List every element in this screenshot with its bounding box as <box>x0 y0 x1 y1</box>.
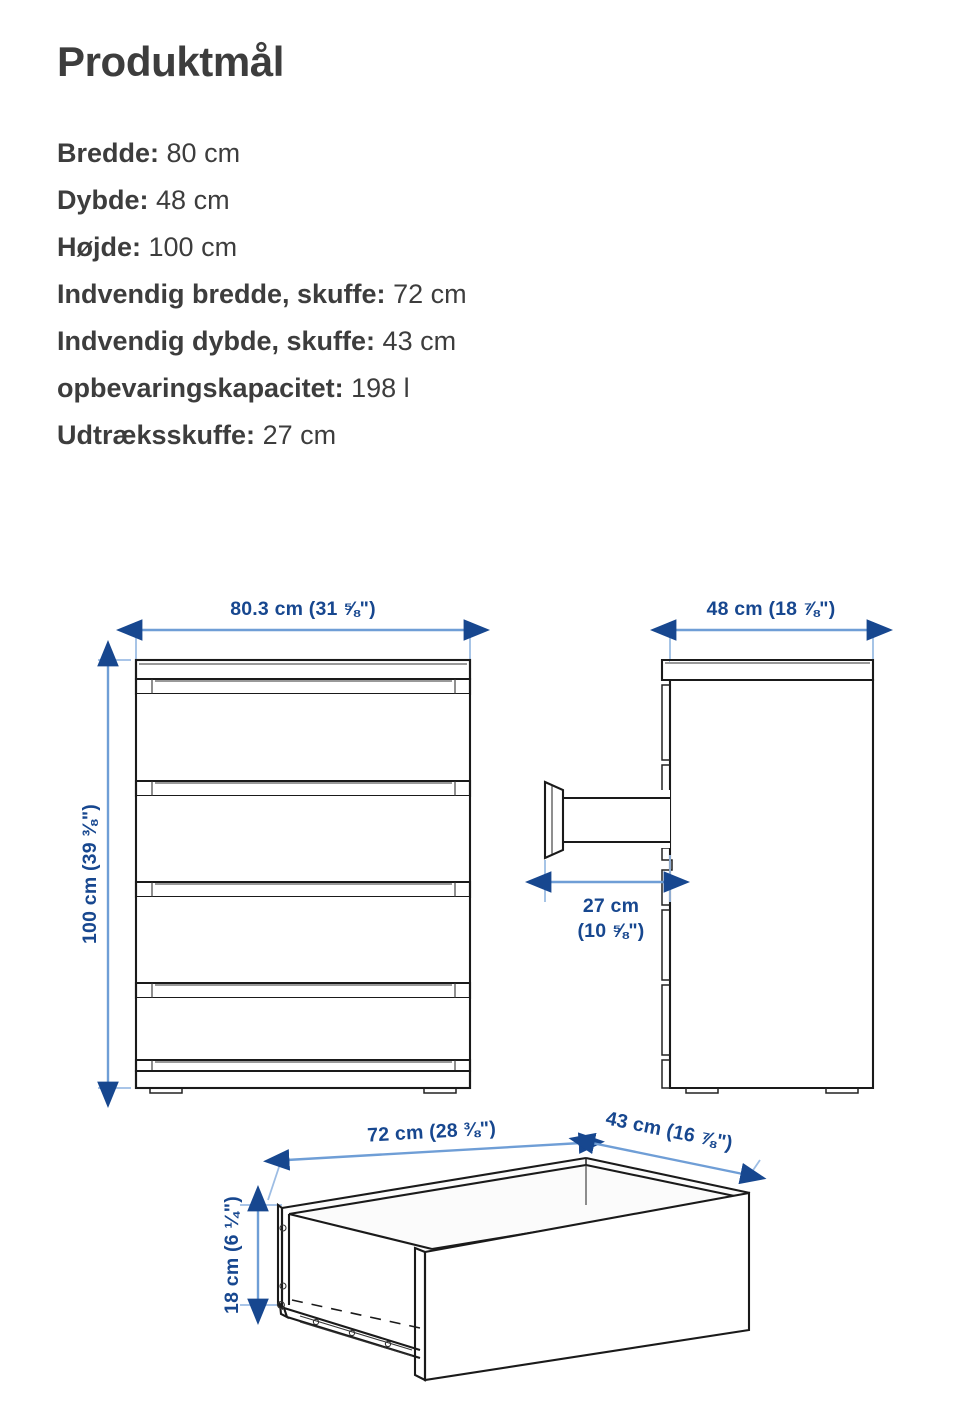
spec-value: 80 cm <box>166 138 241 169</box>
spec-value: 198 l <box>351 373 410 404</box>
spec-label: Udtræksskuffe: <box>57 420 256 451</box>
list-item-dybde <box>57 177 897 224</box>
dimension-label-inner-depth: 43 cm (16 ⅞") <box>603 1107 735 1155</box>
list-item-indvendig-bredde-skuffe <box>57 271 897 318</box>
dimension-pullout-27 <box>545 855 670 942</box>
dimension-inner-height-18 <box>221 1196 282 1314</box>
spec-value: 48 cm <box>156 185 230 216</box>
spec-label: opbevaringskapacitet: <box>57 373 344 404</box>
spec-value: 100 cm <box>148 232 238 263</box>
dimension-label-pullout-line1: 27 cm <box>582 895 640 917</box>
dimensions-list <box>57 130 897 459</box>
drawer-box-isometric-view <box>221 1107 760 1380</box>
spec-value: 72 cm <box>393 279 467 310</box>
dimension-label-height: 100 cm (39 ⅜") <box>79 804 101 944</box>
spec-label: Indvendig bredde, skuffe: <box>57 279 386 310</box>
spec-value: 43 cm <box>382 326 457 357</box>
dimension-label-pullout-line2: (10 ⅝") <box>577 920 645 942</box>
technical-drawing-figure <box>0 560 960 1390</box>
dimension-depth-48 <box>670 598 873 662</box>
list-item-udtraeksskuffe <box>57 412 897 459</box>
page-title: Produktmål <box>57 38 285 85</box>
list-item-bredde <box>57 130 897 177</box>
list-item-hojde <box>57 224 897 271</box>
spec-label: Bredde: <box>57 138 160 169</box>
spec-value: 27 cm <box>262 420 337 451</box>
chest-of-drawers-front-view <box>79 598 470 1093</box>
spec-label: Dybde: <box>57 185 149 216</box>
dimension-height-100 <box>79 660 131 1088</box>
spec-label: Højde: <box>57 232 141 263</box>
dimension-width-80 <box>136 598 470 660</box>
spec-label: Indvendig dybde, skuffe: <box>57 326 376 357</box>
pulled-out-drawer <box>545 782 670 858</box>
list-item-indvendig-dybde-skuffe <box>57 318 897 365</box>
list-item-opbevaringskapacitet <box>57 365 897 412</box>
dimension-label-width: 80.3 cm (31 ⅝") <box>230 598 376 620</box>
dimension-label-inner-height: 18 cm (6 ¼") <box>221 1196 243 1314</box>
dimension-label-inner-width: 72 cm (28 ⅜") <box>366 1117 497 1147</box>
chest-of-drawers-side-view <box>545 598 873 1093</box>
product-dimensions-panel <box>57 40 897 459</box>
dimension-label-depth: 48 cm (18 ⅞") <box>706 598 836 620</box>
